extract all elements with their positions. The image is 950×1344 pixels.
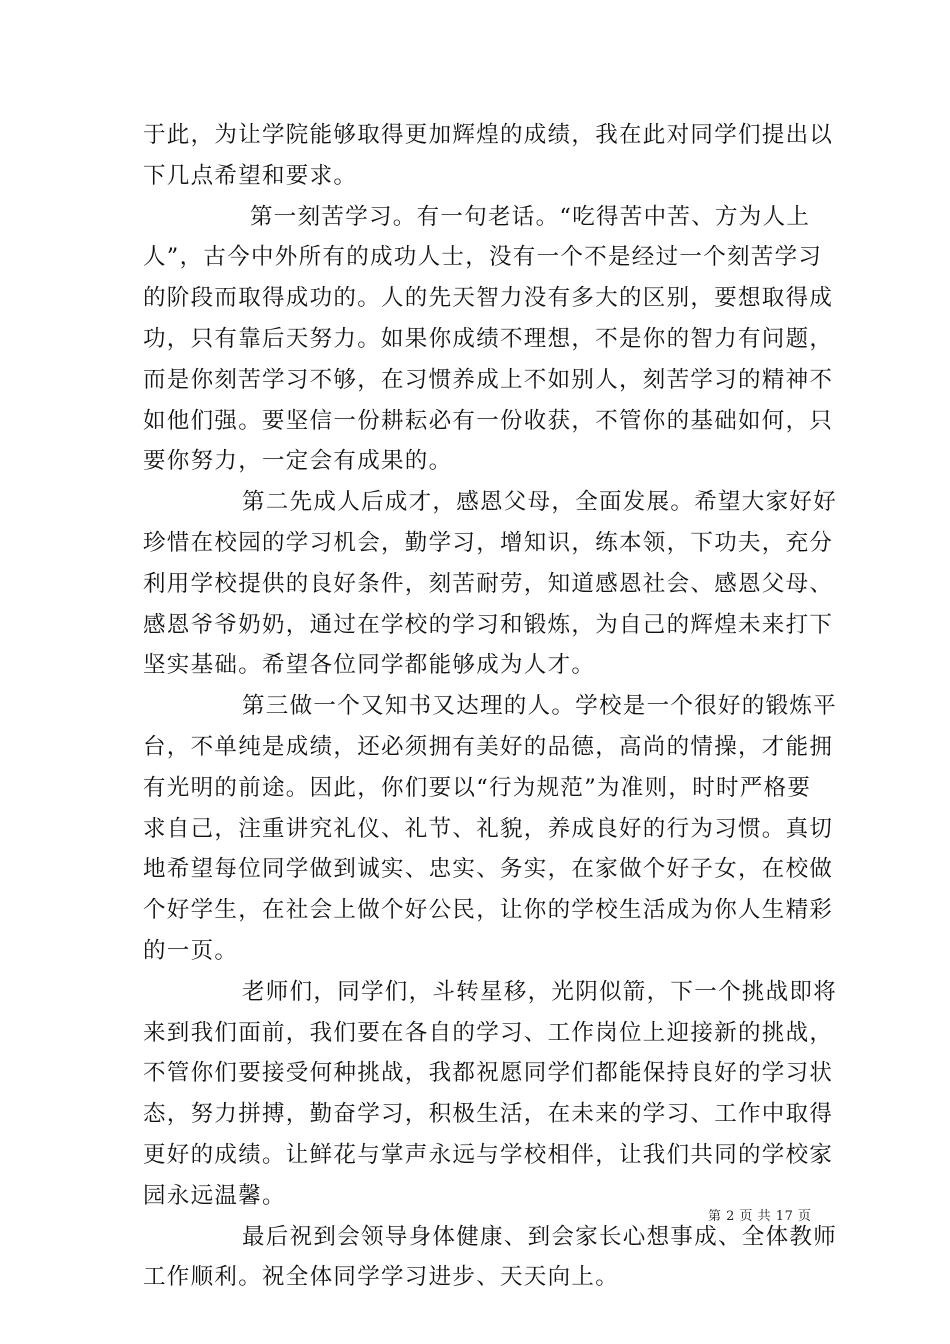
paragraph-third-point: [143, 686, 838, 972]
page-number: 第 2 页 共 17 页: [708, 1209, 812, 1224]
text-line: 台，不单纯是成绩，还必须拥有美好的品德，高尚的情操，才能拥: [143, 733, 834, 760]
text-line: 第二先成人后成才，感恩父母，全面发展。希望大家好好: [242, 489, 838, 516]
text-line: 珍惜在校园的学习机会，勤学习，增知识，练本领，下功夫，充分: [143, 529, 834, 556]
paragraph-closing-challenge: [143, 972, 838, 1217]
text-line: 不管你们要接受何种挑战，我都祝愿同学们都能保持良好的学习状: [143, 1060, 834, 1087]
text-line: 求自己，注重讲究礼仪、礼节、礼貌，养成良好的行为习惯。真切: [143, 815, 834, 842]
text-line: 坚实基础。希望各位同学都能够成为人才。: [143, 652, 596, 679]
text-line: 有光明的前途。因此，你们要以“行为规范”为准则，时时严格要: [143, 774, 812, 801]
paragraph-first-point: [143, 197, 834, 483]
text-line: 第一刻苦学习。有一句老话。“吃得苦中苦、方为人上: [250, 203, 811, 230]
text-line: 于此，为让学院能够取得更加辉煌的成绩，我在此对同学们提出以: [143, 122, 834, 148]
text-line: 工作顺利。祝全体同学学习进步、天天向上。: [143, 1264, 620, 1291]
text-line: 更好的成绩。让鲜花与掌声永远与学校相伴，让我们共同的学校家: [143, 1141, 834, 1168]
text-line: 的阶段而取得成功的。人的先天智力没有多大的区别，要想取得成: [143, 285, 834, 312]
text-line: 个好学生，在社会上做个好公民，让你的学校生活成为你人生精彩: [143, 897, 834, 924]
text-line: 园永远温馨。: [143, 1182, 286, 1209]
text-line: 的一页。: [143, 937, 239, 964]
text-line: 最后祝到会领导身体健康、到会家长心想事成、全体教师: [242, 1223, 838, 1250]
text-line: 利用学校提供的良好条件，刻苦耐劳，知道感恩社会、感恩父母、: [143, 570, 834, 597]
paragraph-final-wishes: [143, 1217, 838, 1299]
text-line: 如他们强。要坚信一份耕耘必有一份收获，不管你的基础如何，只: [143, 407, 834, 434]
text-line: 地希望每位同学做到诚实、忠实、务实，在家做个好子女，在校做: [143, 856, 834, 883]
text-line: 而是你刻苦学习不够，在习惯养成上不如别人，刻苦学习的精神不: [143, 366, 834, 393]
text-line: 来到我们面前，我们要在各自的学习、工作岗位上迎接新的挑战，: [143, 1019, 834, 1046]
text-line: 态，努力拼搏，勤奋学习，积极生活，在未来的学习、工作中取得: [143, 1101, 834, 1128]
text-line: 人”，古今中外所有的成功人士，没有一个不是经过一个刻苦学习: [143, 244, 823, 271]
text-line: 功，只有靠后天努力。如果你成绩不理想，不是你的智力有问题，: [143, 325, 834, 352]
document-body: [143, 115, 838, 1298]
text-line: 要你努力，一定会有成果的。: [143, 448, 453, 475]
text-line: 感恩爷爷奶奶，通过在学校的学习和锻炼，为自己的辉煌未来打下: [143, 611, 834, 638]
paragraph-intro: [143, 115, 834, 197]
paragraph-second-point: [143, 482, 838, 686]
text-line: 老师们，同学们，斗转星移，光阴似箭，下一个挑战即将: [242, 978, 838, 1005]
text-line: 第三做一个又知书又达理的人。学校是一个很好的锻炼平: [242, 693, 838, 720]
text-line: 下几点希望和要求。: [143, 162, 358, 189]
